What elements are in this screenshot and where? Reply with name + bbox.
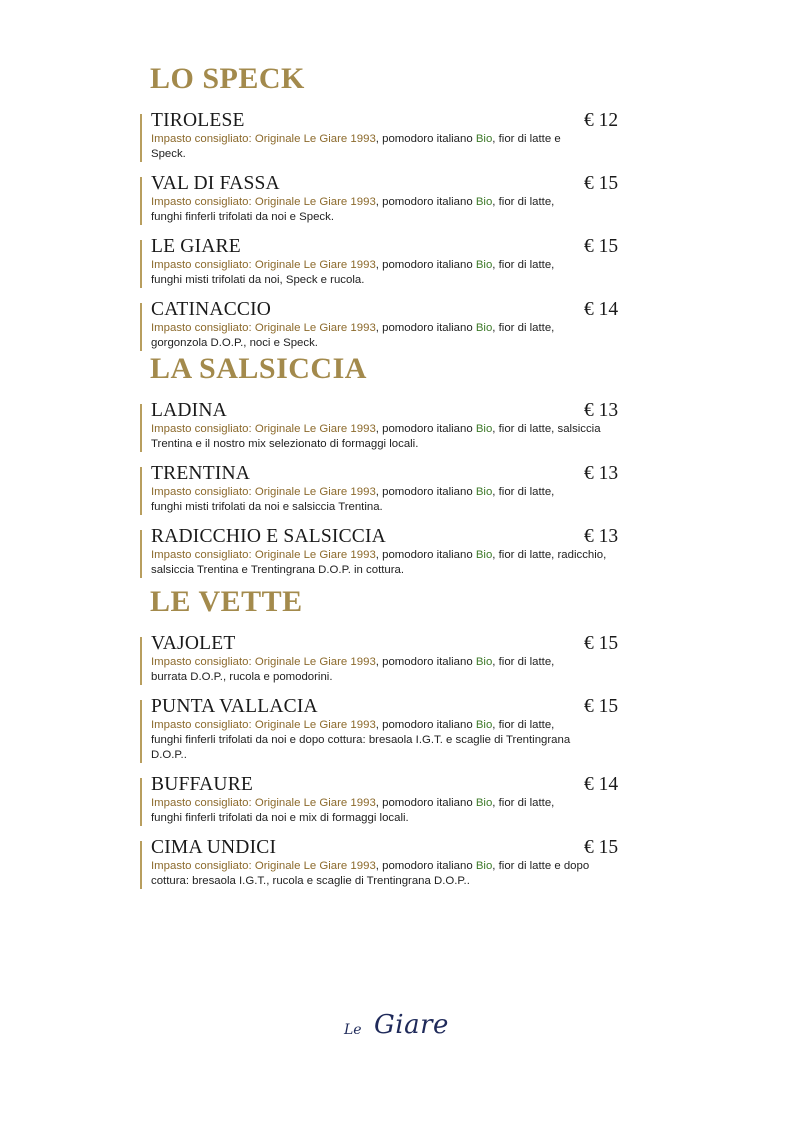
item-price: € 12	[584, 110, 619, 131]
menu-item	[140, 774, 620, 826]
item-name: TRENTINA	[151, 463, 251, 484]
item-bar	[140, 841, 142, 889]
desc-text: , fior di latte, salsiccia Trentina e il nostro mix selezionato di formaggi locali.	[151, 423, 601, 450]
impasto-text: Impasto consigliato: Originale Le Giare 1993	[151, 656, 376, 668]
logo-giare: Giare	[374, 1010, 449, 1040]
bio-text: Bio	[475, 860, 493, 872]
impasto-text: Impasto consigliato: Originale Le Giare 1993	[151, 486, 376, 498]
item-bar	[140, 530, 142, 578]
desc-text: , pomodoro italiano	[375, 719, 476, 731]
item-price: € 13	[584, 463, 619, 484]
desc-text: , pomodoro italiano	[375, 196, 476, 208]
bio-text: Bio	[475, 259, 493, 271]
item-bar	[140, 240, 142, 288]
desc-text: , pomodoro italiano	[375, 486, 476, 498]
item-name: VAL DI FASSA	[151, 173, 280, 194]
impasto-text: Impasto consigliato: Originale Le Giare 1993	[151, 719, 376, 731]
menu-item	[140, 696, 620, 763]
item-name: BUFFAURE	[151, 774, 254, 795]
bio-text: Bio	[475, 322, 493, 334]
desc-text: , pomodoro italiano	[375, 133, 476, 145]
desc-text: , pomodoro italiano	[375, 423, 476, 435]
item-bar	[140, 467, 142, 515]
section-le-vette	[140, 585, 620, 900]
desc-text: , pomodoro italiano	[375, 860, 476, 872]
impasto-text: Impasto consigliato: Originale Le Giare 1993	[151, 322, 376, 334]
item-description	[151, 655, 571, 685]
item-bar	[140, 177, 142, 225]
item-description	[151, 548, 611, 578]
item-name: CIMA UNDICI	[151, 837, 277, 858]
desc-text: , fior di latte e Speck.	[151, 133, 561, 160]
desc-text: , pomodoro italiano	[375, 656, 476, 668]
bio-text: Bio	[475, 486, 493, 498]
le-giare-logo	[340, 1010, 460, 1050]
desc-text: , fior di latte e dopo cottura: bresaola I.G.T., rucola e scaglie di Trentingrana D.O.P..	[151, 860, 590, 887]
item-price: € 15	[584, 173, 619, 194]
desc-text: , pomodoro italiano	[375, 797, 476, 809]
menu-item	[140, 837, 620, 889]
item-bar	[140, 303, 142, 351]
item-bar	[140, 114, 142, 162]
item-name: LE GIARE	[151, 236, 241, 257]
item-description	[151, 195, 571, 225]
bio-text: Bio	[475, 719, 493, 731]
item-description	[151, 718, 571, 763]
item-name: TIROLESE	[151, 110, 245, 131]
desc-text: , fior di latte, radicchio, salsiccia Trentina e Trentingrana D.O.P. in cottura.	[151, 549, 607, 576]
desc-text: , fior di latte, gorgonzola D.O.P., noci e Speck.	[151, 322, 555, 349]
item-description	[151, 485, 571, 515]
item-name: PUNTA VALLACIA	[151, 696, 318, 717]
menu-item	[140, 236, 620, 288]
item-name: CATINACCIO	[151, 299, 272, 320]
item-description	[151, 132, 571, 162]
section-la-salsiccia	[140, 352, 620, 589]
desc-text: , fior di latte, funghi misti trifolati da noi e salsiccia Trentina.	[151, 486, 555, 513]
bio-text: Bio	[475, 196, 493, 208]
desc-text: , fior di latte, funghi misti trifolati da noi, Speck e rucola.	[151, 259, 555, 286]
item-description	[151, 796, 571, 826]
item-price: € 14	[584, 299, 619, 320]
menu-item	[140, 633, 620, 685]
item-price: € 14	[584, 774, 619, 795]
item-description	[151, 859, 611, 889]
item-description	[151, 422, 611, 452]
item-bar	[140, 778, 142, 826]
menu-item	[140, 400, 620, 452]
desc-text: , fior di latte, funghi finferli trifolati da noi e Speck.	[151, 196, 555, 223]
bio-text: Bio	[475, 797, 493, 809]
section-lo-speck	[140, 62, 620, 362]
desc-text: , pomodoro italiano	[375, 259, 476, 271]
item-price: € 13	[584, 400, 619, 421]
item-name: VAJOLET	[151, 633, 236, 654]
menu-item	[140, 526, 620, 578]
desc-text: , fior di latte, funghi finferli trifolati da noi e mix di formaggi locali.	[151, 797, 555, 824]
logo-le: Le	[344, 1022, 362, 1038]
bio-text: Bio	[475, 133, 493, 145]
desc-text: , fior di latte, funghi finferli trifolati da noi e dopo cottura: bresaola I.G.T. e scaglie di Trentingrana D.O.P..	[151, 719, 571, 761]
menu-item	[140, 173, 620, 225]
item-name: LADINA	[151, 400, 227, 421]
item-bar	[140, 637, 142, 685]
impasto-text: Impasto consigliato: Originale Le Giare 1993	[151, 797, 376, 809]
item-price: € 13	[584, 526, 619, 547]
impasto-text: Impasto consigliato: Originale Le Giare 1993	[151, 259, 376, 271]
item-bar	[140, 404, 142, 452]
item-price: € 15	[584, 837, 619, 858]
bio-text: Bio	[475, 549, 493, 561]
desc-text: , pomodoro italiano	[375, 549, 476, 561]
desc-text: , fior di latte, burrata D.O.P., rucola e pomodorini.	[151, 656, 555, 683]
desc-text: , pomodoro italiano	[375, 322, 476, 334]
menu-item	[140, 110, 620, 162]
impasto-text: Impasto consigliato: Originale Le Giare 1993	[151, 196, 376, 208]
impasto-text: Impasto consigliato: Originale Le Giare 1993	[151, 860, 376, 872]
section-title: LA SALSICCIA	[150, 352, 367, 385]
impasto-text: Impasto consigliato: Originale Le Giare 1993	[151, 133, 376, 145]
bio-text: Bio	[475, 656, 493, 668]
bio-text: Bio	[475, 423, 493, 435]
item-description	[151, 258, 571, 288]
menu-item	[140, 463, 620, 515]
section-title: LO SPECK	[150, 62, 305, 95]
menu-item	[140, 299, 620, 351]
item-description	[151, 321, 571, 351]
impasto-text: Impasto consigliato: Originale Le Giare 1993	[151, 423, 376, 435]
item-price: € 15	[584, 696, 619, 717]
section-title: LE VETTE	[150, 585, 303, 618]
item-price: € 15	[584, 236, 619, 257]
item-bar	[140, 700, 142, 763]
impasto-text: Impasto consigliato: Originale Le Giare 1993	[151, 549, 376, 561]
item-name: RADICCHIO E SALSICCIA	[151, 526, 386, 547]
item-price: € 15	[584, 633, 619, 654]
